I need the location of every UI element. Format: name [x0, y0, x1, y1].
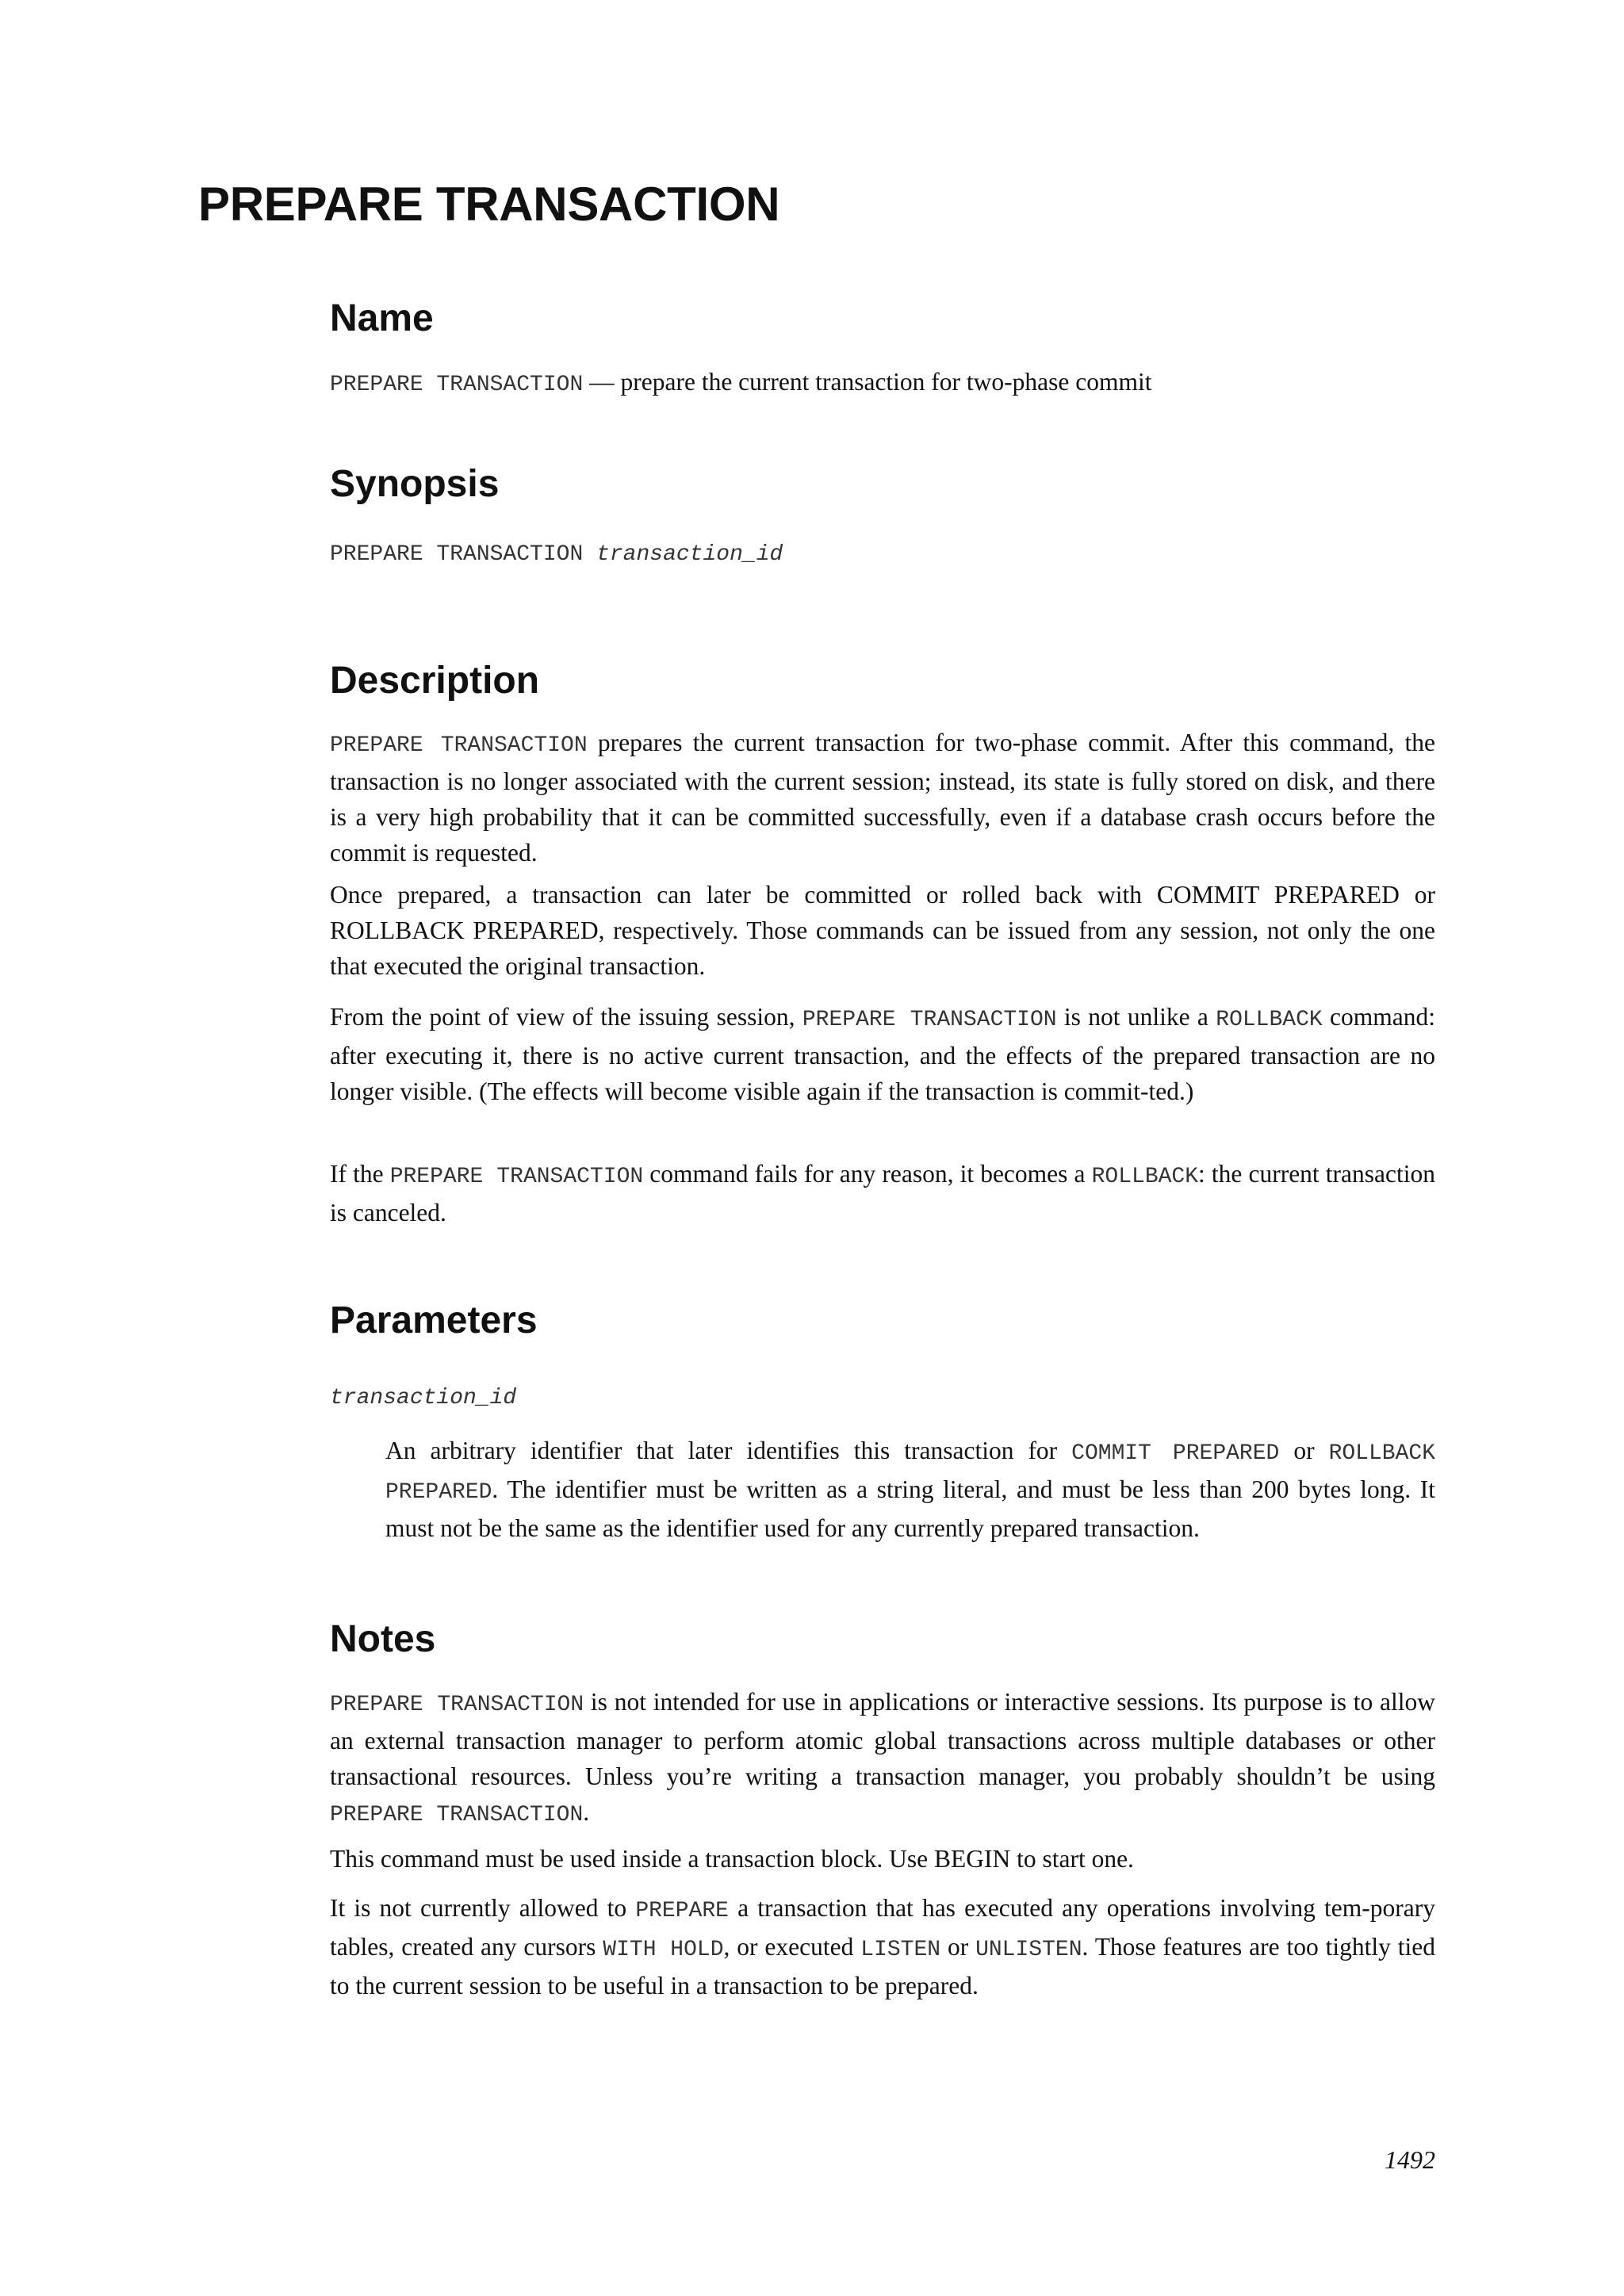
paragraph-text: or — [940, 1933, 976, 1961]
code-unlisten: UNLISTEN — [975, 1938, 1082, 1962]
paragraph-text: is not intended for use in applications or interactive sessions. Its purpose is to allow an external transaction manager to perform atomic global transactions across multiple databases or other transactional resources. Unless you’re writing a transaction manager, you probably shouldn’t be using — [330, 1688, 1435, 1790]
code-listen: LISTEN — [860, 1938, 941, 1962]
description-paragraph-2: Once prepared, a transaction can later be committed or rolled back with COMMIT PREPARED or ROLLBACK PREPARED, respectively. Those commands can be issued from any session, not only the one that executed the original transaction. — [330, 881, 1435, 980]
code-prepare: PREPARE — [635, 1899, 729, 1923]
paragraph-text: , or executed — [723, 1933, 861, 1961]
name-command: PREPARE TRANSACTION — [330, 373, 584, 397]
code-prepare-transaction: PREPARE TRANSACTION — [389, 1165, 644, 1189]
paragraph-text: It is not currently allowed to — [330, 1894, 636, 1922]
parameters-heading: Parameters — [330, 1299, 538, 1341]
parameter-definition — [385, 1433, 1435, 1546]
synopsis-heading: Synopsis — [330, 463, 500, 505]
paragraph-text: or — [1279, 1437, 1329, 1464]
notes-paragraph-3 — [330, 1890, 1435, 2003]
paragraph-text: command fails for any reason, it becomes a — [643, 1160, 1092, 1188]
page-title: PREPARE TRANSACTION — [198, 178, 780, 231]
description-paragraph-1 — [330, 725, 1435, 871]
paragraph-text: command: after executing it, there is no active current transaction, and the effects of the prepared transaction are no longer visible. (The effects will become visible again if the transaction is commit-ted.) — [330, 1003, 1435, 1105]
code-rollback: ROLLBACK — [1216, 1008, 1323, 1032]
synopsis-command: PREPARE TRANSACTION — [330, 542, 597, 567]
code-prepare-transaction: PREPARE TRANSACTION — [802, 1008, 1057, 1032]
code-prepare-transaction: PREPARE TRANSACTION — [330, 1693, 584, 1717]
notes-paragraph-2: This command must be used inside a transaction block. Use BEGIN to start one. — [330, 1845, 1134, 1873]
description-heading: Description — [330, 660, 540, 702]
paragraph-text: is not unlike a — [1056, 1003, 1216, 1031]
code-commit-prepared: COMMIT PREPARED — [1071, 1441, 1280, 1466]
description-paragraph-3 — [330, 999, 1435, 1109]
paragraph-text: : the current transaction is canceled. — [330, 1160, 1435, 1226]
name-summary: — prepare the current transaction for two-phase commit — [583, 368, 1152, 396]
synopsis-line — [330, 534, 783, 572]
code-prepare-transaction: PREPARE TRANSACTION — [330, 733, 588, 758]
name-heading: Name — [330, 297, 434, 339]
paragraph-text: If the — [330, 1160, 390, 1188]
notes-paragraph-1 — [330, 1684, 1435, 1833]
paragraph-text: . Those features are too tightly tied to the current session to be useful in a transaction to be prepared. — [330, 1933, 1435, 1999]
synopsis-arg: transaction_id — [596, 542, 783, 567]
page-number: 1492 — [1385, 2145, 1435, 2174]
paragraph-text: a transaction that has executed any operations involving tem-porary tables, created any cursors — [330, 1894, 1435, 1961]
code-rollback: ROLLBACK — [1091, 1165, 1199, 1189]
paragraph-text: . The identifier must be written as a string literal, and must be less than 200 bytes long. It must not be the same as the identifier used for any currently prepared transaction. — [385, 1475, 1435, 1542]
parameter-term-transaction-id: transaction_id — [330, 1386, 517, 1410]
name-line — [330, 364, 1152, 403]
paragraph-text: . — [583, 1798, 590, 1826]
paragraph-text: From the point of view of the issuing session, — [330, 1003, 802, 1031]
code-with-hold: WITH HOLD — [603, 1938, 724, 1962]
paragraph-text: An arbitrary identifier that later identifies this transaction for — [385, 1437, 1072, 1464]
code-rollback-prepared: ROLLBACK PREPARED — [385, 1441, 1435, 1505]
description-paragraph-4 — [330, 1156, 1435, 1230]
code-prepare-transaction: PREPARE TRANSACTION — [330, 1803, 584, 1827]
notes-heading: Notes — [330, 1618, 436, 1660]
paragraph-text: prepares the current transaction for two-phase commit. After this command, the transaction is no longer associated with the current session; instead, its state is fully stored on disk, and there is a very high probability that it can be committed successfully, even if a database crash occurs before the commit is requested. — [330, 729, 1435, 867]
